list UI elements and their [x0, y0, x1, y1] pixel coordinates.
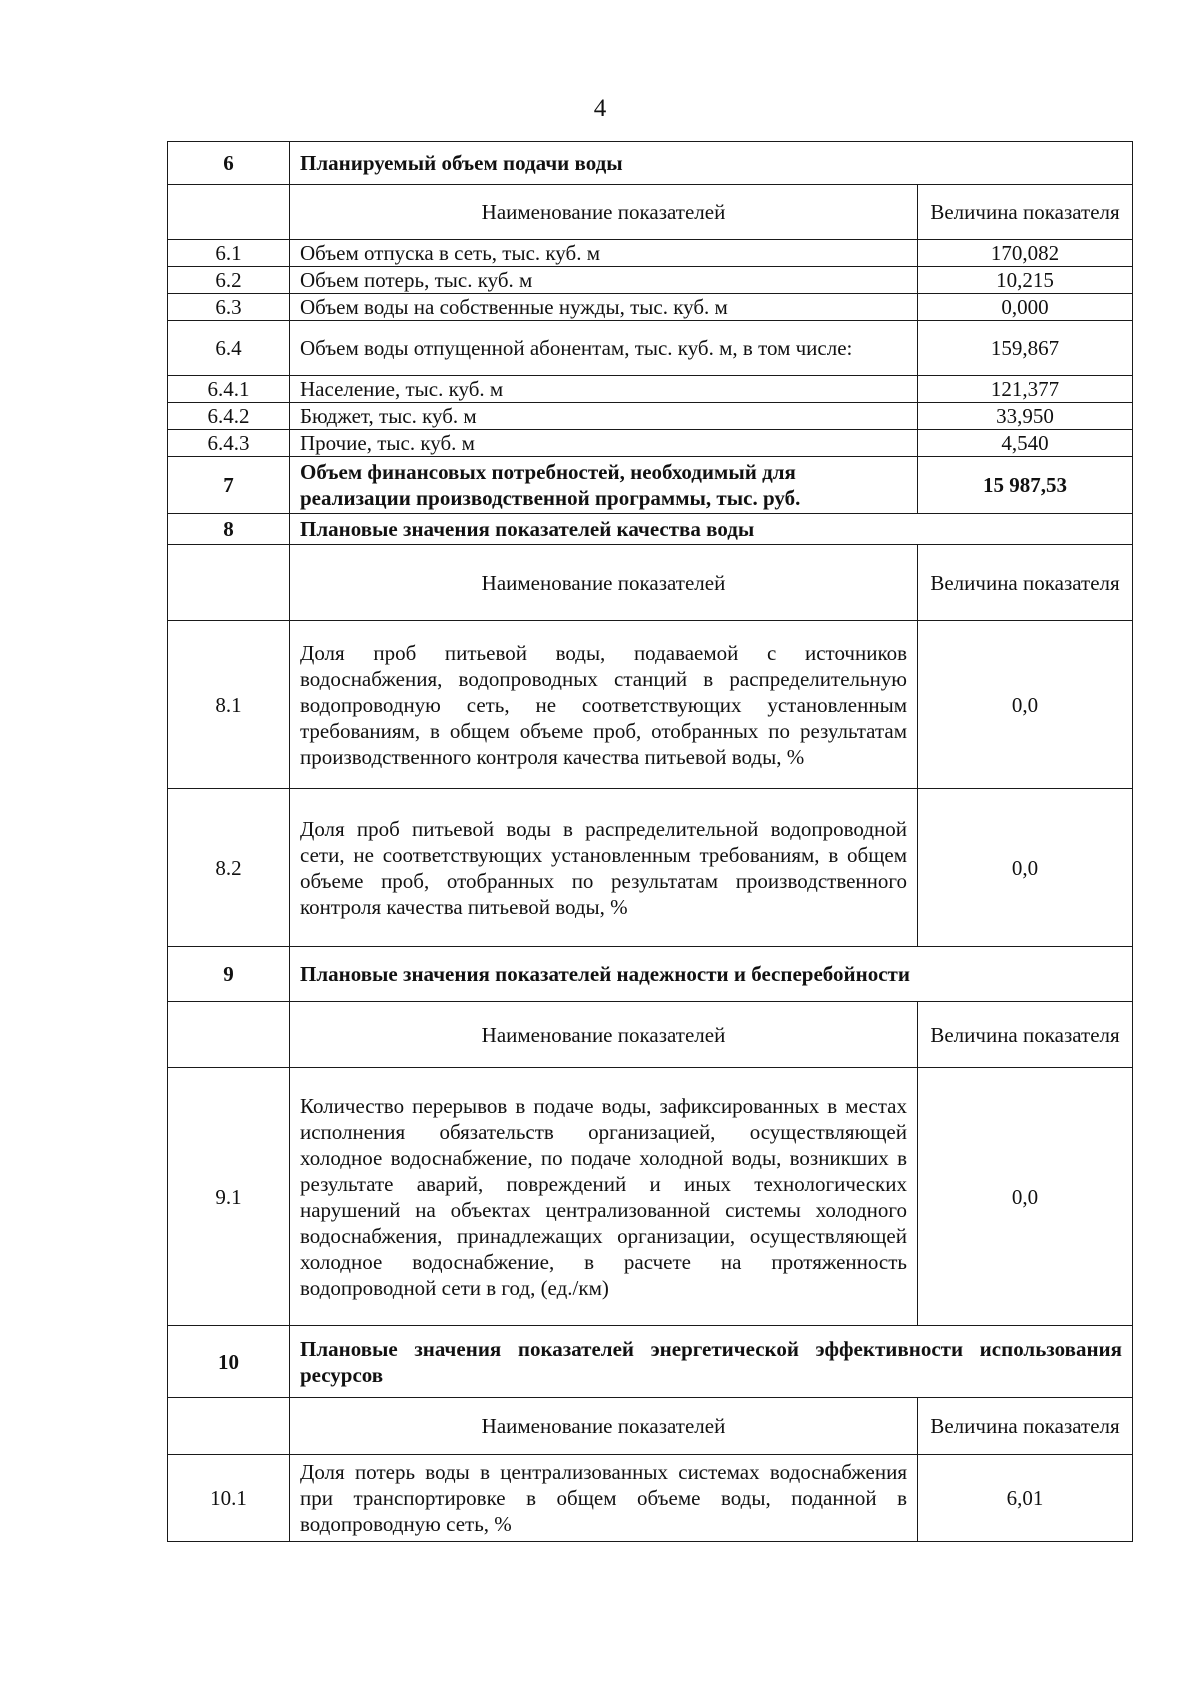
- row-number: 6.2: [168, 267, 290, 294]
- row-number: 6.3: [168, 294, 290, 321]
- table-row: [168, 621, 1133, 789]
- column-header-name: Наименование показателей: [290, 185, 918, 240]
- row-value: 121,377: [918, 376, 1133, 403]
- row-name: Количество перерывов в подаче воды, зафиксированных в местах исполнения обязательств организацией, осуществляющей холодное водоснабжение, по подаче холодной воды, возникших в результате аварий, повреждений и иных технологических нарушений на объектах централизованной системы холодного водоснабжения, принадлежащих организации, осуществляющей холодное водоснабжение, в расчете на протяженность водопроводной сети в год, (ед./км): [290, 1068, 918, 1326]
- table-row: [168, 321, 1133, 376]
- section-number: 10: [168, 1326, 290, 1398]
- table-row: [168, 1068, 1133, 1326]
- row-value: 6,01: [918, 1455, 1133, 1542]
- row-number: 6.4: [168, 321, 290, 376]
- table-row: [168, 1455, 1133, 1542]
- row-value: 0,0: [918, 789, 1133, 947]
- row-number: 6.4.1: [168, 376, 290, 403]
- row-value: 0,0: [918, 1068, 1133, 1326]
- row-number: 9.1: [168, 1068, 290, 1326]
- table-row: [168, 403, 1133, 430]
- column-header-value: Величина показателя: [918, 185, 1133, 240]
- column-header-row: [168, 545, 1133, 621]
- empty-cell: [168, 1002, 290, 1068]
- empty-cell: [168, 545, 290, 621]
- section-10-row: [168, 1326, 1133, 1398]
- table-row: [168, 240, 1133, 267]
- row-name: Доля проб питьевой воды в распределительной водопроводной сети, не соответствующих установленным требованиям, в общем объеме проб, отобранных по результатам производственного контроля качества питьевой воды, %: [290, 789, 918, 947]
- row-value: 33,950: [918, 403, 1133, 430]
- section-number: 6: [168, 142, 290, 185]
- section-number: 7: [168, 457, 290, 514]
- section-6-row: [168, 142, 1133, 185]
- row-name: Объем отпуска в сеть, тыс. куб. м: [290, 240, 918, 267]
- row-value: 0,000: [918, 294, 1133, 321]
- table-row: [168, 789, 1133, 947]
- page-number: 4: [593, 95, 607, 122]
- row-number: 6.4.2: [168, 403, 290, 430]
- row-name: Объем воды на собственные нужды, тыс. куб. м: [290, 294, 918, 321]
- row-name: Прочие, тыс. куб. м: [290, 430, 918, 457]
- column-header-row: [168, 1002, 1133, 1068]
- row-value: 0,0: [918, 621, 1133, 789]
- row-number: 8.1: [168, 621, 290, 789]
- row-number: 8.2: [168, 789, 290, 947]
- table-row: [168, 267, 1133, 294]
- row-name: Доля потерь воды в централизованных системах водоснабжения при транспортировке в общем объеме воды, поданной в водопроводную сеть, %: [290, 1455, 918, 1542]
- table-row: [168, 430, 1133, 457]
- row-name: Объем потерь, тыс. куб. м: [290, 267, 918, 294]
- section-title: Планируемый объем подачи воды: [290, 142, 1133, 185]
- column-header-name: Наименование показателей: [290, 545, 918, 621]
- column-header-value: Величина показателя: [918, 1398, 1133, 1455]
- column-header-value: Величина показателя: [918, 1002, 1133, 1068]
- column-header-row: [168, 1398, 1133, 1455]
- indicators-table: [167, 141, 1133, 1542]
- row-name: Население, тыс. куб. м: [290, 376, 918, 403]
- row-value: 10,215: [918, 267, 1133, 294]
- row-number: 6.4.3: [168, 430, 290, 457]
- column-header-value: Величина показателя: [918, 545, 1133, 621]
- row-name: Бюджет, тыс. куб. м: [290, 403, 918, 430]
- empty-cell: [168, 185, 290, 240]
- row-number: 10.1: [168, 1455, 290, 1542]
- column-header-name: Наименование показателей: [290, 1398, 918, 1455]
- section-number: 9: [168, 947, 290, 1002]
- section-number: 8: [168, 514, 290, 545]
- row-name: Объем воды отпущенной абонентам, тыс. куб. м, в том числе:: [290, 321, 918, 376]
- section-title: Плановые значения показателей надежности и бесперебойности: [290, 947, 1133, 1002]
- column-header-row: [168, 185, 1133, 240]
- section-9-row: [168, 947, 1133, 1002]
- table-row: [168, 376, 1133, 403]
- row-number: 6.1: [168, 240, 290, 267]
- section-value: 15 987,53: [918, 457, 1133, 514]
- column-header-name: Наименование показателей: [290, 1002, 918, 1068]
- table-row: [168, 294, 1133, 321]
- row-value: 170,082: [918, 240, 1133, 267]
- section-title: Объем финансовых потребностей, необходимый для реализации производственной программы, тыс. руб.: [290, 457, 918, 514]
- empty-cell: [168, 1398, 290, 1455]
- row-name: Доля проб питьевой воды, подаваемой с источников водоснабжения, водопроводных станций в распределительную водопроводную сеть, не соответствующих установленным требованиям, в общем объеме проб, отобранных по результатам производственного контроля качества питьевой воды, %: [290, 621, 918, 789]
- section-7-row: [168, 457, 1133, 514]
- section-8-row: [168, 514, 1133, 545]
- row-value: 4,540: [918, 430, 1133, 457]
- row-value: 159,867: [918, 321, 1133, 376]
- section-title: Плановые значения показателей качества воды: [290, 514, 1133, 545]
- section-title: Плановые значения показателей энергетической эффективности использования ресурсов: [290, 1326, 1133, 1398]
